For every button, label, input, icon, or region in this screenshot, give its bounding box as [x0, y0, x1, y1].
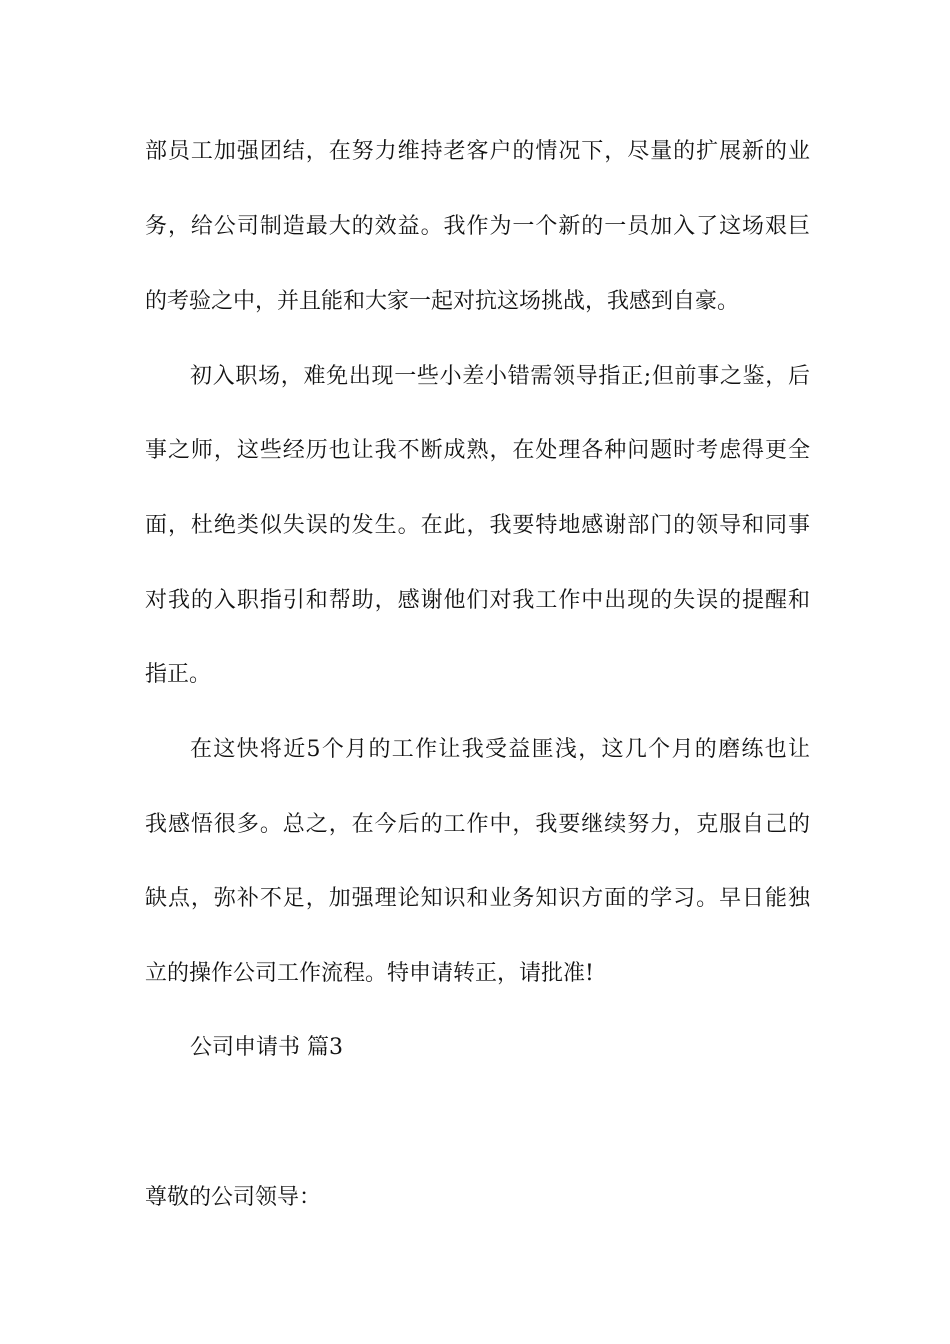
- paragraph-2-line-4: 对我的入职指引和帮助，感谢他们对我工作中出现的失误的提醒和: [145, 588, 810, 613]
- section-heading: 公司申请书 篇3: [190, 1035, 343, 1060]
- paragraph-3-line-4: 立的操作公司工作流程。特申请转正，请批准!: [145, 961, 594, 986]
- paragraph-2-line-2: 事之师，这些经历也让我不断成熟，在处理各种问题时考虑得更全: [145, 438, 810, 463]
- paragraph-1-line-2: 务，给公司制造最大的效益。我作为一个新的一员加入了这场艰巨: [145, 214, 810, 239]
- paragraph-3-line-2: 我感悟很多。总之，在今后的工作中，我要继续努力，克服自己的: [145, 812, 810, 837]
- paragraph-1-line-3: 的考验之中，并且能和大家一起对抗这场挑战，我感到自豪。: [145, 289, 740, 314]
- salutation: 尊敬的公司领导：: [145, 1185, 322, 1210]
- paragraph-3-line-1: 在这快将近5个月的工作让我受益匪浅，这几个月的磨练也让: [190, 737, 810, 762]
- paragraph-2-line-5: 指正。: [145, 662, 212, 687]
- paragraph-3-line-3: 缺点，弥补不足，加强理论知识和业务知识方面的学习。早日能独: [145, 886, 810, 911]
- paragraph-2-line-3: 面，杜绝类似失误的发生。在此，我要特地感谢部门的领导和同事: [145, 513, 810, 538]
- paragraph-2-line-1: 初入职场，难免出现一些小差小错需领导指正;但前事之鉴，后: [190, 364, 810, 389]
- paragraph-1-line-1: 部员工加强团结，在努力维持老客户的情况下，尽量的扩展新的业: [145, 139, 810, 164]
